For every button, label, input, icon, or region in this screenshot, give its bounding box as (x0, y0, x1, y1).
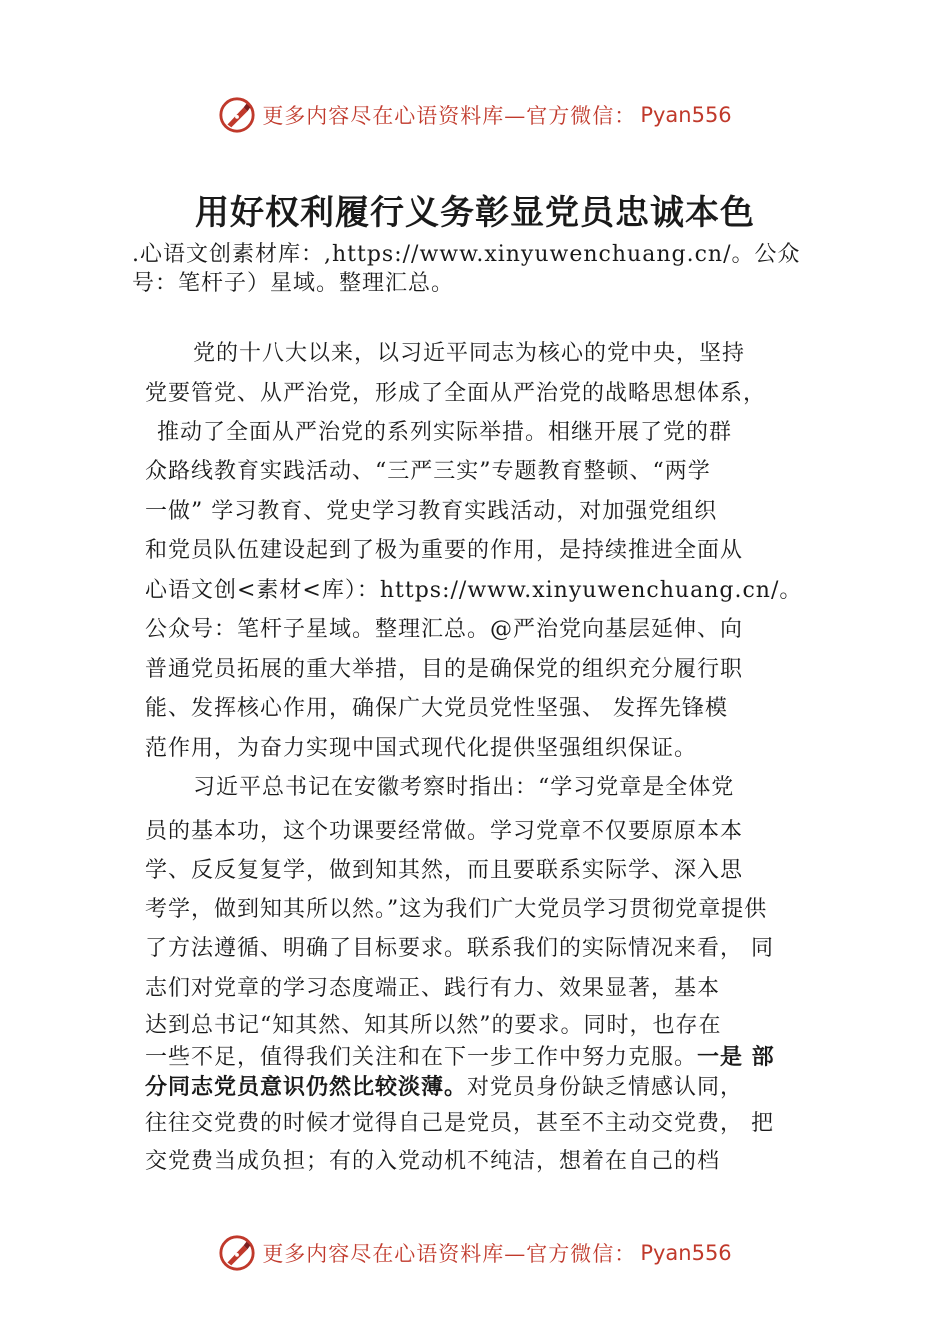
body-line-with-bold (145, 1070, 743, 1101)
body-line: 范作用，为奋力实现中国式现代化提供坚强组织保证。 (145, 736, 698, 761)
pen-nib-logo-icon (218, 96, 256, 134)
body-line: 普通党员拓展的重大举措，目的是确保党的组织充分履行职 (145, 657, 744, 682)
body-line: 考学，做到知其所以然。”这为我们广大党员学习贯彻党章提供 (145, 897, 768, 922)
body-line: 推动了全面从严治党的系列实际举措。相继开展了党的群 (157, 420, 733, 445)
banner-wechat-id: Pyan556 (640, 103, 732, 127)
body-line: 往往交党费的时候才觉得自己是党员，甚至不主动交党费， 把 (145, 1111, 774, 1136)
body-line: 众路线教育实践活动、“三严三实”专题教育整顿、“两学 (145, 459, 711, 484)
body-line: 号：笔杆子）星域。整理汇总。 (132, 271, 455, 296)
document-title: 用好权利履行义务彰显党员忠诚本色 (195, 193, 755, 233)
footer-banner (0, 1233, 950, 1273)
pen-nib-logo-icon (218, 1234, 256, 1272)
body-line: 达到总书记“知其然、知其所以然”的要求。同时，也存在 (145, 1013, 722, 1038)
banner-wechat-id: Pyan556 (640, 1241, 732, 1265)
body-line: 党的十八大以来，以习近平同志为核心的党中央，坚持 (193, 341, 746, 366)
banner-text: 更多内容尽在心语资料库—官方微信： (262, 1242, 637, 1266)
body-text: 一些不足，值得我们关注和在下一步工作中努力克服。 (145, 1045, 698, 1070)
body-line: 和党员队伍建设起到了极为重要的作用，是持续推进全面从 (145, 538, 744, 563)
body-line: 了方法遵循、明确了目标要求。联系我们的实际情况来看， 同 (145, 936, 774, 961)
body-text: 对党员身份缺乏情感认同， (467, 1075, 744, 1100)
emphasis-text: 一是 部 (697, 1045, 775, 1070)
body-line: 学、反反复复学，做到知其然，而且要联系实际学、深入思 (145, 858, 744, 883)
emphasis-text: 分同志党员意识仍然比较淡薄。 (145, 1075, 468, 1100)
body-line: 一做” 学习教育、党史学习教育实践活动，对加强党组织 (145, 499, 718, 524)
body-line: 交党费当成负担；有的入党动机不纯洁，想着在自己的档 (145, 1149, 721, 1174)
body-line: 党要管党、从严治党，形成了全面从严治党的战略思想体系， (145, 381, 767, 406)
header-banner (0, 95, 950, 135)
banner-text: 更多内容尽在心语资料库—官方微信： (262, 104, 637, 128)
body-line: 公众号：笔杆子星域。整理汇总。@严治党向基层延伸、向 (145, 617, 744, 642)
body-line-with-bold (145, 1040, 775, 1071)
body-line: 能、发挥核心作用，确保广大党员党性坚强、 发挥先锋模 (145, 696, 728, 721)
body-line: 志们对党章的学习态度端正、践行有力、效果显著，基本 (145, 976, 721, 1001)
body-line: 心语文创<素材<库）：https://www.xinyuwenchuang.cn/。 (145, 578, 803, 603)
body-line: 习近平总书记在安徽考察时指出：“学习党章是全体党 (193, 775, 735, 800)
body-line: 员的基本功，这个功课要经常做。学习党章不仅要原原本本 (145, 819, 744, 844)
body-line: .心语文创素材库：,https://www.xinyuwenchuang.cn/。公众 (132, 242, 801, 267)
